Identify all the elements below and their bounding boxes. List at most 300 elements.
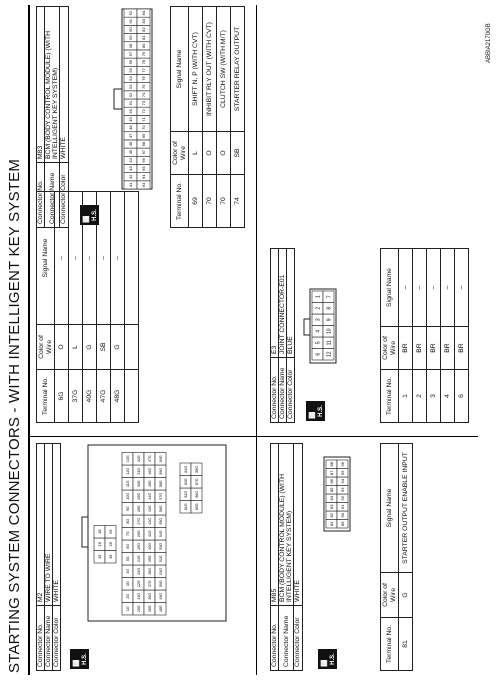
pin-cell	[312, 337, 323, 349]
pin-cell	[180, 501, 191, 514]
m83-col-wire: Color of Wire	[171, 132, 189, 175]
signal-name-cell: –	[55, 192, 69, 325]
pin-cell	[312, 303, 323, 315]
pin-cell	[144, 490, 155, 503]
m2-connector-no-label: Connector No.	[37, 606, 45, 671]
signal-name-cell: –	[83, 192, 97, 325]
pin-cell	[155, 515, 166, 528]
pin-number: 47	[127, 133, 133, 139]
m83-connector-name: BCM (BODY CONTROL MODULE) (WITH INTELLIGENT KEY SYSTEM)	[45, 7, 60, 163]
wire-color-cell: L	[189, 132, 203, 175]
pin-cell	[312, 291, 323, 303]
pin-cell	[124, 156, 137, 164]
m2-col-signal: Signal Name	[37, 192, 55, 325]
figure-code: ABBIA2170GB	[486, 23, 492, 63]
pin-number: 51	[127, 100, 133, 106]
wire-color-cell: O	[203, 132, 217, 175]
pin-cell	[137, 66, 150, 74]
table-row	[399, 444, 413, 671]
pin-cell	[122, 515, 133, 528]
m83-info-table	[36, 6, 69, 228]
pin-cell	[337, 511, 348, 520]
pin-number: 93	[339, 487, 345, 492]
pin-cell	[144, 603, 155, 616]
pin-number: 88G	[194, 465, 199, 473]
pin-number: 10G	[125, 492, 130, 500]
m85-info-table	[270, 443, 303, 671]
pin-cell	[122, 453, 133, 466]
m85-hs-label: H.S.	[330, 653, 336, 665]
table-row	[455, 249, 469, 423]
pin-cell	[133, 515, 144, 528]
pin-cell	[337, 477, 348, 486]
pin-number: 53G	[158, 542, 163, 550]
pin-number: 82	[140, 27, 146, 32]
pin-cell	[180, 476, 191, 489]
terminal-cell: 47G	[97, 370, 111, 423]
pin-number: 89	[339, 521, 345, 526]
pin-cell	[137, 17, 150, 25]
table-row	[83, 192, 97, 423]
pin-cell	[122, 565, 133, 578]
e3-terminal-rows	[399, 249, 469, 423]
m2-latch	[82, 517, 88, 547]
table-row	[231, 7, 245, 228]
pin-number: 58G	[158, 480, 163, 488]
pin-cell	[124, 107, 137, 115]
pin-cell	[105, 538, 116, 551]
pin-number: 36G	[147, 592, 152, 600]
terminal-cell: 40G	[83, 370, 97, 423]
pin-number: 59G	[158, 467, 163, 475]
table-row	[111, 192, 125, 423]
pin-cell	[312, 326, 323, 338]
pin-number: 26G	[136, 530, 141, 538]
pin-number: 81G	[183, 503, 188, 511]
pin-number: 65	[140, 166, 146, 171]
pin-number: 5G	[125, 556, 130, 562]
wire-color-cell: BR	[441, 327, 455, 370]
terminal-cell: 48G	[111, 370, 125, 423]
pin-cell	[144, 565, 155, 578]
pin-number: 83	[328, 504, 334, 509]
signal-name-cell: –	[441, 249, 455, 327]
pin-cell	[94, 526, 105, 539]
pin-number: 52G	[158, 555, 163, 563]
pin-cell	[155, 540, 166, 553]
pin-number: 6G	[125, 543, 130, 549]
pin-number: 60G	[158, 455, 163, 463]
pin-number: 4	[315, 329, 322, 333]
m2-col-wire: Color of Wire	[37, 325, 55, 370]
pin-cell	[133, 490, 144, 503]
pin-cell	[337, 460, 348, 469]
pin-number: 26	[107, 529, 113, 534]
pin-number: 69	[140, 133, 146, 139]
pin-cell	[133, 553, 144, 566]
pin-number: 7G	[125, 531, 130, 537]
pin-cell	[124, 124, 137, 132]
e3-connector-color: BLUE	[287, 249, 295, 358]
pin-number: 61	[127, 19, 133, 24]
m85-connector-no: M85	[271, 444, 279, 606]
table-row	[217, 7, 231, 228]
m83-connector-name-label: Connector Name	[45, 163, 60, 228]
pin-cell	[137, 124, 150, 132]
pin-number: 95	[339, 470, 345, 475]
pin-number: 40G	[147, 542, 152, 550]
pin-number: 13G	[125, 455, 130, 463]
pin-number: 46	[127, 141, 133, 147]
pin-cell	[155, 603, 166, 616]
pin-cell	[144, 503, 155, 516]
pin-cell	[155, 528, 166, 541]
horizontal-divider	[256, 5, 257, 675]
pin-cell	[122, 553, 133, 566]
pin-cell	[122, 540, 133, 553]
pin-cell	[122, 578, 133, 591]
pin-number: 43	[127, 166, 133, 171]
wire-color-cell	[125, 325, 139, 370]
pin-number: 92	[339, 496, 345, 501]
pin-number: 30G	[136, 480, 141, 488]
pin-cell	[124, 74, 137, 82]
pin-number: 77	[140, 68, 146, 73]
pin-number: 82G	[183, 490, 188, 498]
pin-number: 1	[315, 295, 322, 299]
pin-number: 20G	[136, 605, 141, 613]
pin-cell	[124, 34, 137, 42]
pin-number: 85G	[194, 503, 199, 511]
m83-col-terminal: Terminal No.	[171, 175, 189, 228]
pin-cell	[137, 115, 150, 123]
pin-number: 84	[328, 496, 334, 501]
pin-number: 78	[140, 59, 146, 65]
m85-col-terminal: Terminal No.	[381, 618, 399, 671]
pin-cell	[124, 173, 137, 181]
pin-number: 87G	[194, 478, 199, 486]
pin-cell	[137, 34, 150, 42]
pin-number: 6	[315, 352, 322, 356]
pin-number: 59	[127, 35, 133, 40]
pin-number: 2G	[125, 593, 130, 599]
pin-cell	[191, 476, 202, 489]
pin-number: 4G	[125, 568, 130, 574]
e3-harness-side-icon: ▦ H.S.	[306, 401, 325, 421]
signal-name-cell: STARTER RELAY OUTPUT	[231, 7, 245, 132]
pin-number: 71	[140, 117, 146, 122]
pin-number: 47G	[147, 455, 152, 463]
pin-cell	[326, 477, 337, 486]
e3-latch	[304, 319, 310, 335]
m83-connector-color-label: Connector Color	[60, 163, 68, 228]
pin-number: 64	[140, 174, 146, 179]
pin-cell	[155, 478, 166, 491]
signal-name-cell: –	[399, 249, 413, 327]
pin-cell	[144, 453, 155, 466]
signal-name-cell: –	[413, 249, 427, 327]
pin-cell	[323, 337, 334, 349]
pin-cell	[137, 156, 150, 164]
m83-pin-grid	[124, 9, 150, 189]
pin-number: 16	[96, 542, 102, 547]
pin-number: 85	[328, 487, 334, 492]
pin-number: 67	[140, 149, 146, 155]
signal-name-cell: INHIBIT RLY OUT (WITH CVT)	[203, 7, 217, 132]
vertical-divider	[30, 436, 478, 437]
m83-harness-side-icon: ▦ H.S.	[80, 205, 99, 225]
pin-cell	[180, 463, 191, 476]
pin-cell	[191, 463, 202, 476]
e3-col-terminal: Terminal No.	[381, 370, 399, 423]
pin-number: 41	[127, 182, 133, 188]
pin-number: 7	[326, 295, 333, 299]
pin-cell	[122, 478, 133, 491]
pin-number: 58	[127, 43, 133, 49]
pin-cell	[122, 603, 133, 616]
pin-cell	[191, 488, 202, 501]
table-row	[97, 192, 111, 423]
pin-number: 81	[140, 35, 146, 40]
pin-cell	[124, 164, 137, 172]
pin-cell	[326, 486, 337, 495]
signal-name-cell: –	[69, 192, 83, 325]
pin-cell	[137, 107, 150, 115]
e3-pin-grid	[312, 291, 334, 360]
pin-cell	[133, 540, 144, 553]
pin-cell	[155, 578, 166, 591]
pin-cell	[326, 494, 337, 503]
pin-cell	[312, 314, 323, 326]
pin-number: 45	[127, 149, 133, 155]
table-row	[427, 249, 441, 423]
pin-cell	[155, 465, 166, 478]
m85-terminal-rows	[399, 444, 413, 671]
pin-cell	[137, 181, 150, 189]
pin-number: 80	[140, 43, 146, 49]
m85-pin-grid	[326, 460, 348, 528]
pin-number: 3G	[125, 581, 130, 587]
wire-color-cell: O	[217, 132, 231, 175]
wire-color-cell: G	[83, 325, 97, 370]
pin-cell	[94, 538, 105, 551]
pin-cell	[94, 551, 105, 564]
pin-number: 53	[127, 84, 133, 89]
pin-number: 18	[96, 529, 102, 534]
pin-number: 25	[107, 542, 113, 547]
pin-number: 83G	[183, 478, 188, 486]
table-row	[413, 249, 427, 423]
pin-number: 86	[328, 479, 334, 484]
pin-cell	[337, 503, 348, 512]
pin-cell	[326, 460, 337, 469]
pin-number: 5	[315, 341, 322, 345]
signal-name-cell: STARTER OUTPUT ENABLE INPUT	[399, 444, 413, 573]
terminal-cell: 74	[231, 175, 245, 228]
pin-cell	[137, 58, 150, 66]
pin-number: 50G	[158, 580, 163, 588]
m2-info-table	[36, 443, 61, 671]
pin-number: 57G	[158, 492, 163, 500]
pin-number: 84G	[183, 465, 188, 473]
pin-number: 35G	[147, 605, 152, 613]
pin-number: 22G	[136, 580, 141, 588]
wire-color-cell: BR	[399, 327, 413, 370]
pin-number: 56	[127, 59, 133, 65]
pin-cell	[137, 42, 150, 50]
wire-color-cell: SB	[231, 132, 245, 175]
pin-cell	[124, 140, 137, 148]
pin-cell	[137, 140, 150, 148]
m2-connector-no: M2	[37, 444, 45, 606]
table-row	[69, 192, 83, 423]
pin-cell	[133, 578, 144, 591]
pin-number: 23G	[136, 567, 141, 575]
pin-number: 41G	[147, 530, 152, 538]
pin-cell	[144, 540, 155, 553]
pin-number: 54G	[158, 530, 163, 538]
pin-cell	[144, 515, 155, 528]
table-row	[203, 7, 217, 228]
m85-connector-color-label: Connector Color	[294, 606, 302, 671]
terminal-cell: 70	[203, 175, 217, 228]
pin-number: 44	[127, 158, 133, 163]
pin-cell	[133, 453, 144, 466]
pin-cell	[137, 25, 150, 33]
pin-number: 54	[127, 76, 133, 81]
terminal-cell: 3	[427, 370, 441, 423]
pin-number: 76	[140, 76, 146, 81]
pin-number: 21G	[136, 592, 141, 600]
pin-cell	[137, 132, 150, 140]
pin-cell	[323, 303, 334, 315]
signal-name-cell: CLUTCH SW (WITH M/T)	[217, 7, 231, 132]
m83-connector-no: M83	[37, 7, 45, 163]
pin-cell	[155, 503, 166, 516]
pin-cell	[137, 148, 150, 156]
pin-cell	[124, 50, 137, 58]
wire-color-cell: L	[69, 325, 83, 370]
pin-cell	[133, 503, 144, 516]
m2-connector-name-label: Connector Name	[45, 606, 53, 671]
m85-harness-side-icon: ▦ H.S.	[318, 649, 337, 669]
table-row	[399, 249, 413, 423]
pin-number: 15	[96, 554, 102, 559]
pin-number: 55	[127, 68, 133, 73]
pin-number: 48G	[158, 605, 163, 613]
pin-number: 2	[315, 306, 322, 310]
wire-color-cell: G	[111, 325, 125, 370]
pin-cell	[122, 503, 133, 516]
pin-number: 70	[140, 125, 146, 130]
pin-cell	[122, 465, 133, 478]
pin-cell	[326, 520, 337, 529]
pin-number: 9G	[125, 506, 130, 512]
pin-cell	[144, 528, 155, 541]
pin-number: 32G	[136, 455, 141, 463]
m2-connector-name: WIRE TO WIRE	[45, 444, 53, 606]
pin-number: 60	[127, 27, 133, 32]
pin-cell	[137, 99, 150, 107]
pin-number: 56G	[158, 505, 163, 513]
m2-col-terminal: Terminal No.	[37, 370, 55, 423]
pin-number: 19	[107, 554, 113, 559]
pin-number: 25G	[136, 542, 141, 550]
pin-number: 72	[140, 109, 146, 114]
pin-cell	[337, 486, 348, 495]
m83-hs-label: H.S.	[92, 209, 98, 221]
pin-cell	[133, 590, 144, 603]
pin-number: 63	[140, 182, 146, 188]
table-row	[189, 7, 203, 228]
wire-color-cell: BR	[455, 327, 469, 370]
pin-number: 39G	[147, 555, 152, 563]
pin-number: 11G	[125, 480, 130, 488]
pin-number: 43G	[147, 505, 152, 513]
pin-number: 66	[140, 158, 146, 163]
pin-number: 91	[339, 504, 345, 509]
pin-cell	[105, 526, 116, 539]
terminal-cell: 1	[399, 370, 413, 423]
pin-number: 9	[326, 318, 333, 322]
pin-number: 12	[326, 351, 333, 358]
pin-number: 87	[328, 470, 334, 475]
pin-number: 81	[328, 521, 334, 526]
signal-name-cell: –	[111, 192, 125, 325]
page-title: STARTING SYSTEM CONNECTORS - WITH INTELLIGENT KEY SYSTEM	[6, 158, 23, 673]
pin-cell	[180, 488, 191, 501]
pin-cell	[124, 25, 137, 33]
m85-connector-color: WHITE	[294, 444, 302, 606]
pin-number: 8G	[125, 518, 130, 524]
pin-number: 94	[339, 479, 345, 484]
pin-cell	[137, 74, 150, 82]
e3-info-table	[270, 248, 295, 423]
pin-number: 12G	[125, 467, 130, 475]
pin-number: 68	[140, 141, 146, 147]
pin-cell	[133, 465, 144, 478]
terminal-cell: 37G	[69, 370, 83, 423]
e3-terminal-table	[380, 248, 469, 423]
pin-number: 44G	[147, 492, 152, 500]
pin-cell	[124, 148, 137, 156]
e3-connector-no-label: Connector No.	[271, 358, 279, 423]
pin-number: 73	[140, 100, 146, 106]
m2-connector-drawing	[80, 440, 230, 625]
pin-cell	[122, 490, 133, 503]
e3-connector-name-label: Connector Name	[279, 358, 287, 423]
terminal-cell: 4	[441, 370, 455, 423]
pin-cell	[124, 58, 137, 66]
pin-number: 10	[326, 328, 333, 335]
pin-cell	[155, 565, 166, 578]
pin-cell	[326, 511, 337, 520]
terminal-cell: 2	[413, 370, 427, 423]
pin-number: 57	[127, 51, 133, 57]
pin-number: 75	[140, 84, 146, 89]
pin-cell	[144, 590, 155, 603]
pin-number: 90	[339, 513, 345, 518]
pin-cell	[137, 83, 150, 91]
pin-cell	[124, 83, 137, 91]
pin-number: 27G	[136, 517, 141, 525]
pin-cell	[133, 528, 144, 541]
wire-color-cell: G	[399, 573, 413, 618]
pin-cell	[323, 326, 334, 338]
pin-cell	[144, 578, 155, 591]
m2-harness-side-icon: ▦ H.S.	[70, 649, 89, 669]
pin-number: 74	[140, 92, 146, 98]
